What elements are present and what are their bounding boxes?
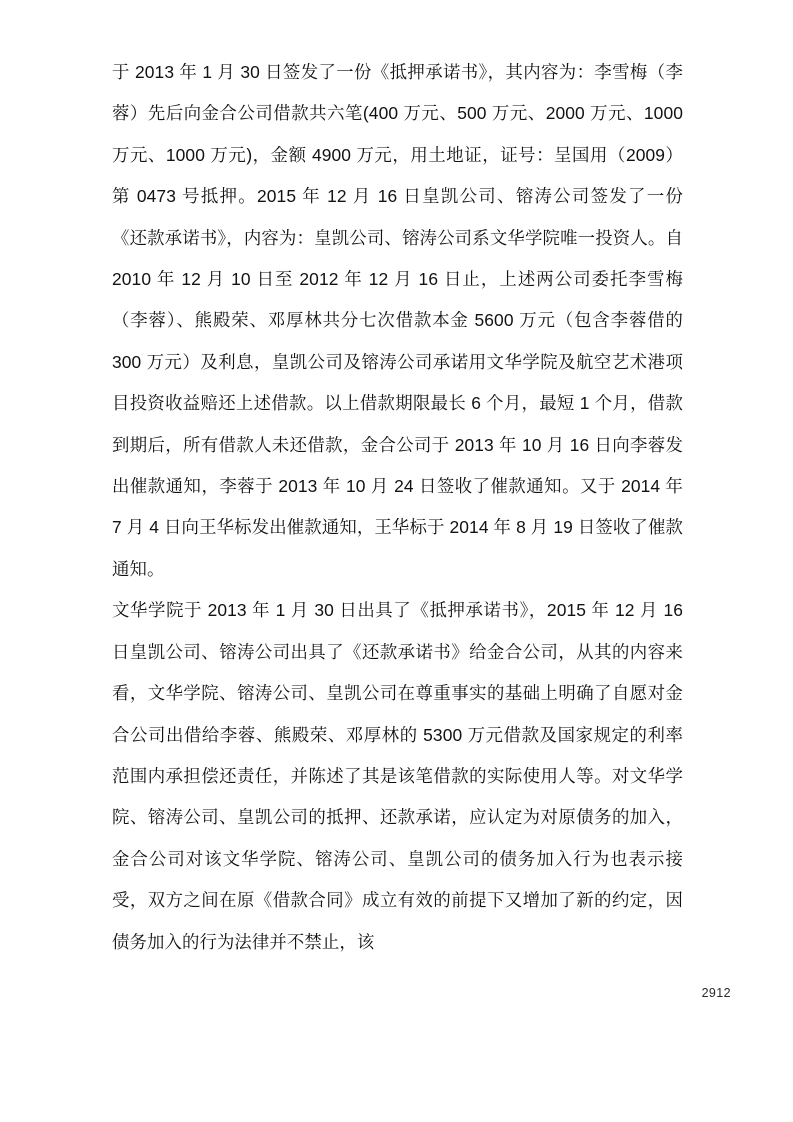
- paragraph-2: 文华学院于 2013 年 1 月 30 日出具了《抵押承诺书》，2015 年 12 月 16 日皇凯公司、镕涛公司出具了《还款承诺书》给金合公司，从其的内容来看，文华学院、镕涛公司、皇凯公司在尊重事实的基础上明确了自愿对金合公司出借给李蓉、熊殿荣、邓厚林的 5300 万元借款及国家规定的利率范围内承担偿还责任，并陈述了其是该笔借款的实际使用人等。对文华学院、镕涛公司、皇凯公司的抵押、还款承诺，应认定为对原债务的加入，金合公司对该文华学院、镕涛公司、皇凯公司的债务加入行为也表示接受，双方之间在原《借款合同》成立有效的前提下又增加了新的约定，因债务加入的行为法律并不禁止，该: [112, 600, 683, 952]
- document-text-body: [112, 52, 683, 963]
- page-number: 2912: [701, 986, 731, 1000]
- paragraph-1: 于 2013 年 1 月 30 日签发了一份《抵押承诺书》，其内容为：李雪梅（李蓉）先后向金合公司借款共六笔(400 万元、500 万元、2000 万元、1000 万元、1000 万元)，金额 4900 万元，用土地证，证号：呈国用（2009）第 0473 号抵押。2015 年 12 月 16 日皇凯公司、镕涛公司签发了一份《还款承诺书》，内容为：皇凯公司、镕涛公司系文华学院唯一投资人。自 2010 年 12 月 10 日至 2012 年 12 月 16 日止，上述两公司委托李雪梅（李蓉）、熊殿荣、邓厚林共分七次借款本金 5600 万元（包含李蓉借的 300 万元）及利息，皇凯公司及镕涛公司承诺用文华学院及航空艺术港项目投资收益赔还上述借款。以上借款期限最长 6 个月，最短 1 个月，借款到期后，所有借款人未还借款，金合公司于 2013 年 10 月 16 日向李蓉发出催款通知，李蓉于 2013 年 10 月 24 日签收了催款通知。又于 2014 年 7 月 4 日向王华标发出催款通知，王华标于 2014 年 8 月 19 日签收了催款通知。: [112, 62, 683, 579]
